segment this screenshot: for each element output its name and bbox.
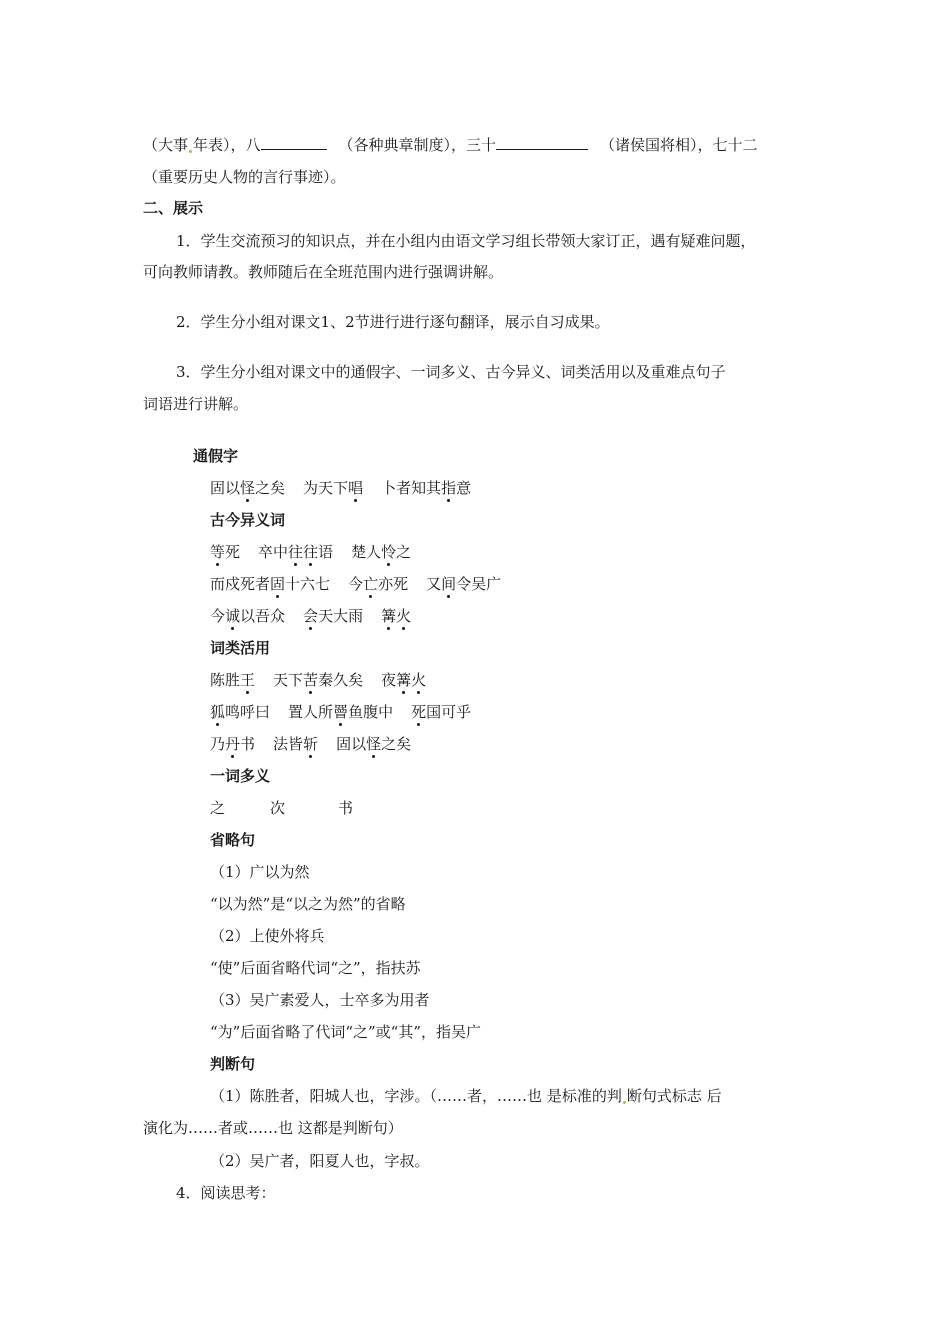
- gujin-text: 之: [396, 543, 412, 561]
- cilei-text: 之矣: [381, 735, 412, 753]
- cilei-key: 苦: [303, 671, 319, 689]
- blank-sanshi[interactable]: [496, 135, 588, 150]
- cilei-text: 国可乎: [426, 703, 472, 721]
- shenglue-sentence-3: （3）吴广素爱人，士卒多为用者: [210, 991, 430, 1009]
- gujin-text: 天大雨: [318, 607, 364, 625]
- gujin-key: 往: [303, 543, 319, 561]
- cilei-text: 秦久矣: [318, 671, 364, 689]
- gujin-key: 诚: [225, 607, 241, 625]
- gujin-text: 楚人: [351, 543, 382, 561]
- gujin-text: 今: [348, 575, 364, 593]
- duoyi-heading: 一词多义: [210, 767, 271, 785]
- panduan-text: 断句式标志 后: [626, 1087, 722, 1105]
- cilei-text: 置人所: [288, 703, 334, 721]
- shenglue-note-3: “为”后面省略了代词“之”或“其”，指吴广: [210, 1023, 482, 1041]
- tongjia-key: 怪: [240, 479, 256, 497]
- gujin-text: 而戍死者: [210, 575, 271, 593]
- item-2: 2．学生分小组对课文1、2节进行进行逐句翻译，展示自习成果。: [176, 313, 610, 331]
- tongjia-examples: [210, 478, 471, 498]
- gujin-text: 今: [210, 607, 226, 625]
- panduan-sentence-1: [210, 1086, 722, 1106]
- section-title: 二、展示: [143, 199, 204, 217]
- cilei-line-2: [210, 702, 471, 722]
- item-1-line-a: 1．学生交流预习的知识点，并在小组内由语文学习组长带领大家订正，遇有疑难问题，: [176, 232, 756, 250]
- gujin-text: 死: [225, 543, 241, 561]
- gujin-heading: 古今异义词: [210, 511, 286, 529]
- cilei-line-3: [210, 734, 411, 754]
- shenglue-note-2: “使”后面省略代词“之”，指扶苏: [210, 959, 421, 977]
- gujin-key: 间: [441, 575, 457, 593]
- gujin-key: 会: [303, 607, 319, 625]
- gujin-text: 语: [318, 543, 334, 561]
- gujin-line-3: [210, 606, 411, 626]
- cilei-key: 王: [240, 671, 256, 689]
- cilei-key: 狐: [210, 703, 226, 721]
- gujin-key: 往: [288, 543, 304, 561]
- gujin-key: 固: [270, 575, 286, 593]
- cilei-text: 固以: [336, 735, 367, 753]
- cilei-text: 法皆: [273, 735, 304, 753]
- gujin-key: 火: [396, 607, 412, 625]
- cilei-key: 丹: [225, 735, 241, 753]
- gujin-key: 怜: [381, 543, 397, 561]
- cilei-key: 斩: [303, 735, 319, 753]
- tongjia-key: 指: [441, 479, 457, 497]
- cilei-text: 呼曰: [240, 703, 271, 721]
- intro-text-1: （大事: [143, 136, 189, 154]
- panduan-sentence-1-cont: 演化为……者或……也 这都是判断句）: [143, 1119, 403, 1137]
- intro-line-2: （重要历史人物的言行事迹）。: [143, 168, 346, 186]
- cilei-text: 鸣: [225, 703, 241, 721]
- intro-text-3: （各种典章制度），三十: [338, 136, 497, 154]
- duoyi-word-1: 之: [210, 799, 226, 817]
- tongjia-heading: 通假字: [193, 447, 239, 465]
- intro-text-2: 年表），八: [193, 136, 261, 154]
- cilei-text: 书: [240, 735, 256, 753]
- panduan-sentence-2: （2）吴广者，阳夏人也，字叔。: [210, 1152, 430, 1170]
- gujin-text: 亦死: [378, 575, 409, 593]
- intro-text-4: （诸侯国将相），七十二: [600, 136, 758, 154]
- shenglue-sentence-2: （2）上使外将兵: [210, 927, 325, 945]
- panduan-heading: 判断句: [210, 1055, 256, 1073]
- tongjia-text: 卜者知其: [381, 479, 442, 497]
- tongjia-text: 之矣: [255, 479, 286, 497]
- cilei-key: 火: [411, 671, 427, 689]
- intro-line-1: [143, 135, 758, 155]
- tongjia-text: 为天下: [303, 479, 349, 497]
- cilei-text: 陈胜: [210, 671, 241, 689]
- cilei-key: 怪: [366, 735, 382, 753]
- cilei-text: 乃: [210, 735, 226, 753]
- cilei-line-1: [210, 670, 426, 690]
- cilei-key: 罾: [333, 703, 349, 721]
- cilei-key: 死: [411, 703, 427, 721]
- gujin-text: 以吾众: [240, 607, 286, 625]
- tongjia-text: 意: [456, 479, 472, 497]
- gujin-text: 令吴广: [456, 575, 502, 593]
- cilei-text: 夜: [381, 671, 397, 689]
- gujin-line-1: [210, 542, 411, 562]
- cilei-text: 鱼腹中: [348, 703, 394, 721]
- shenglue-sentence-1: （1）广以为然: [210, 863, 310, 881]
- tongjia-text: 固以: [210, 479, 241, 497]
- item-4: 4．阅读思考：: [176, 1184, 276, 1202]
- gujin-key: 亡: [363, 575, 379, 593]
- highlight-mark: [623, 1101, 626, 1104]
- item-3-line-a: 3．学生分小组对课文中的通假字、一词多义、古今异义、词类活用以及重难点句子: [176, 363, 726, 381]
- cilei-heading: 词类活用: [210, 639, 271, 657]
- highlight-mark: [189, 150, 192, 153]
- cilei-text: 天下: [273, 671, 304, 689]
- item-1-line-b: 可向教师请教。教师随后在全班范围内进行强调讲解。: [143, 263, 504, 281]
- shenglue-heading: 省略句: [210, 831, 256, 849]
- gujin-text: 十六七: [285, 575, 331, 593]
- gujin-key: 等: [210, 543, 226, 561]
- panduan-text: （1）陈胜者，阳城人也，字涉。（……者，……也 是标准的判: [210, 1087, 622, 1105]
- gujin-key: 篝: [381, 607, 397, 625]
- gujin-line-2: [210, 574, 501, 594]
- gujin-text: 卒中: [258, 543, 289, 561]
- blank-ba[interactable]: [261, 135, 327, 150]
- duoyi-word-2: 次: [270, 799, 286, 817]
- tongjia-key: 唱: [348, 479, 364, 497]
- cilei-key: 篝: [396, 671, 412, 689]
- item-3-line-b: 词语进行讲解。: [143, 395, 249, 413]
- duoyi-word-3: 书: [338, 799, 354, 817]
- shenglue-note-1: “以为然”是“以之为然”的省略: [210, 895, 406, 913]
- gujin-text: 又: [426, 575, 442, 593]
